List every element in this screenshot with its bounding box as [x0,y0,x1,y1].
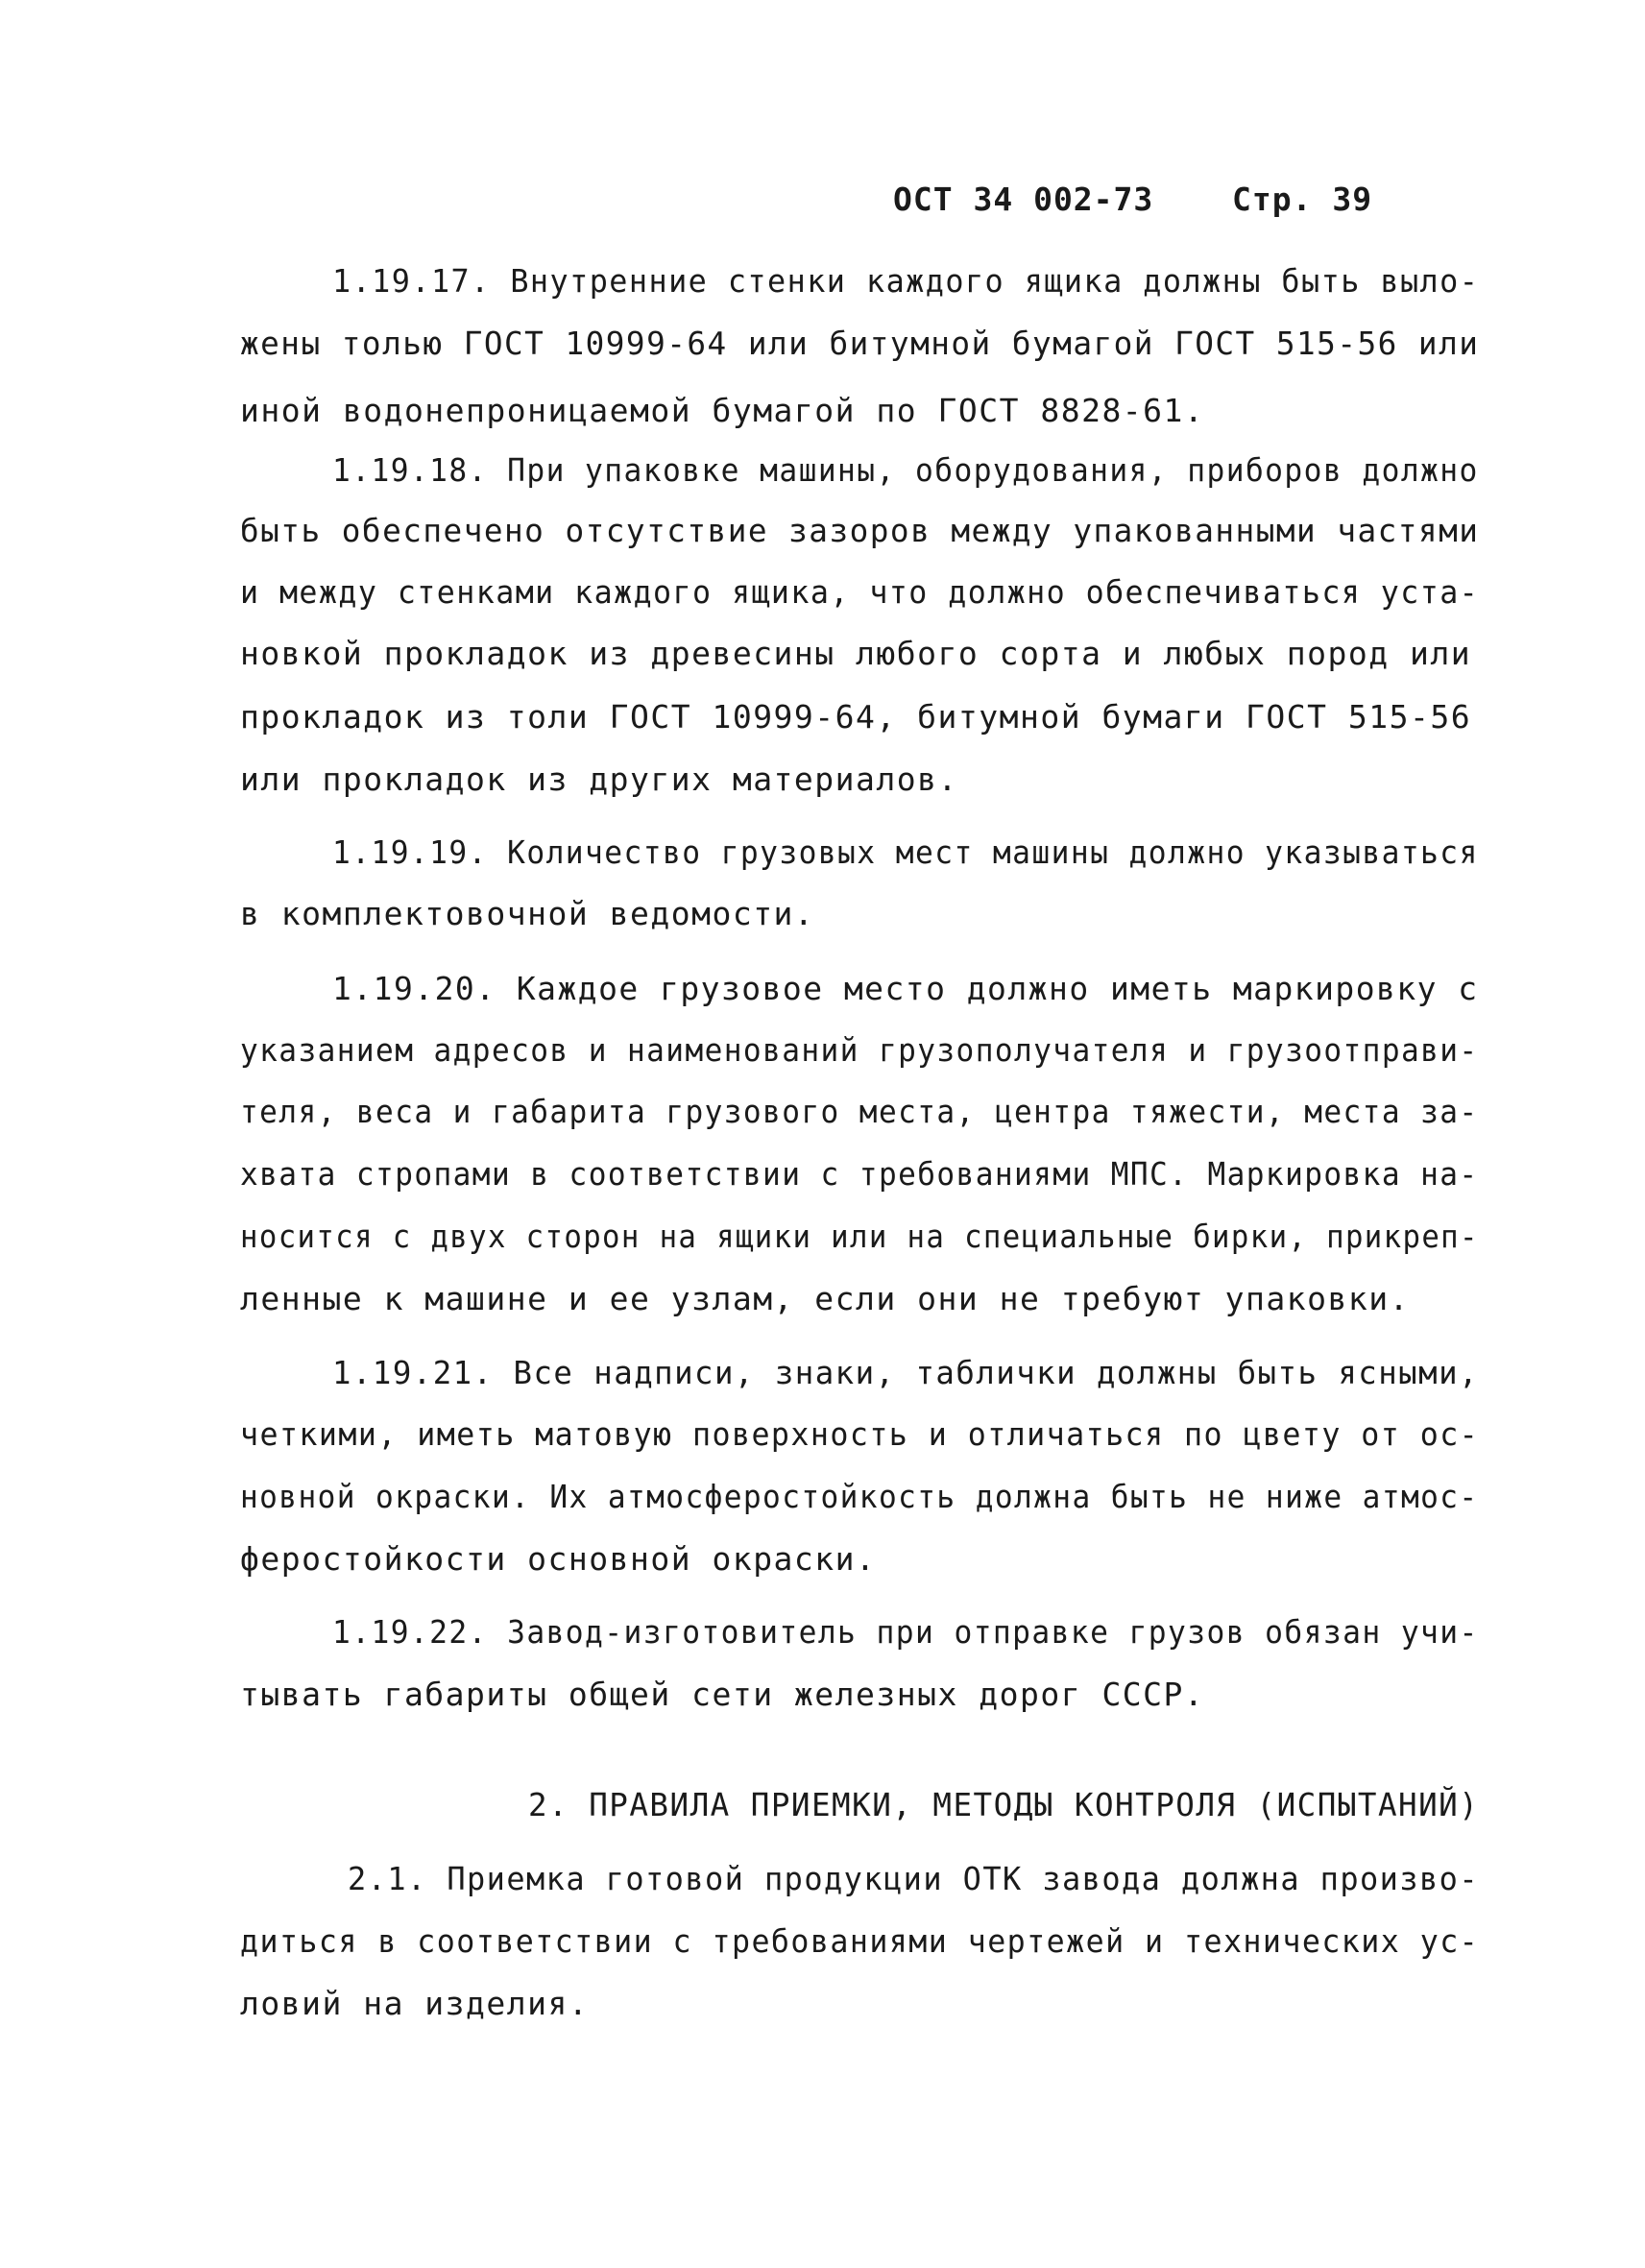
paragraph-1-19-22-line: 1.19.22. Завод-изготовитель при отправке грузов обязан учи- [332,1613,1479,1651]
paragraph-1-19-20-line: ленные к машине и ее узлам, если они не требуют упаковки. [240,1280,1410,1317]
paragraph-1-19-20-line: указанием адресов и наименований грузополучателя и грузоотправи- [240,1031,1479,1069]
paragraph-1-19-18-line: и между стенками каждого ящика, что должно обеспечиваться уста- [240,573,1480,611]
paragraph-1-19-17-line: 1.19.17. Внутренние стенки каждого ящика должны быть выло- [332,262,1480,300]
paragraph-1-19-18-line: новкой прокладок из древесины любого сорта и любых пород или [240,635,1472,672]
paragraph-2-1-line: диться в соответствии с требованиями чертежей и технических ус- [240,1922,1480,1960]
paragraph-1-19-21-line: новной окраски. Их атмосферостойкость должна быть не ниже атмос- [240,1478,1479,1515]
paragraph-1-19-20-line: теля, веса и габарита грузового места, центра тяжести, места за- [240,1093,1479,1130]
section-heading: 2. ПРАВИЛА ПРИЕМКИ, МЕТОДЫ КОНТРОЛЯ (ИСПЫТАНИЙ) [528,1786,1480,1823]
paragraph-1-19-19-line: 1.19.19. Количество грузовых мест машины должно указываться [332,833,1479,871]
paragraph-1-19-18-line: прокладок из толи ГОСТ 10999-64, битумной бумаги ГОСТ 515-56 [240,698,1472,736]
paragraph-1-19-21-line: феростойкости основной окраски. [240,1540,877,1578]
paragraph-1-19-20-line: носится с двух сторон на ящики или на специальные бирки, прикреп- [240,1218,1479,1255]
paragraph-1-19-20-line: хвата стропами в соответствии с требованиями МПС. Маркировка на- [240,1155,1479,1193]
paragraph-1-19-18-line: быть обеспечено отсутствие зазоров между упакованными частями [240,512,1480,549]
paragraph-1-19-17-line: иной водонепроницаемой бумагой по ГОСТ 8828-61. [240,392,1205,429]
document-code: ОСТ 34 002-73 [893,181,1154,218]
paragraph-1-19-17-line: жены толью ГОСТ 10999-64 или битумной бумагой ГОСТ 515-56 или [240,325,1480,362]
paragraph-2-1-line: ловий на изделия. [240,1985,590,2022]
paragraph-1-19-18-line: или прокладок из других материалов. [240,760,958,798]
page-header [0,181,1645,229]
paragraph-1-19-18-line: 1.19.18. При упаковке машины, оборудования, приборов должно [332,451,1479,489]
paragraph-1-19-21-line: 1.19.21. Все надписи, знаки, таблички должны быть ясными, [332,1354,1479,1391]
paragraph-1-19-21-line: четкими, иметь матовую поверхность и отличаться по цвету от ос- [240,1415,1480,1453]
paragraph-2-1-line: 2.1. Приемка готовой продукции ОТК завода должна произво- [348,1860,1480,1897]
paragraph-1-19-19-line: в комплектовочной ведомости. [240,895,815,932]
page-number: Стр. 39 [1232,181,1373,218]
paragraph-1-19-20-line: 1.19.20. Каждое грузовое место должно иметь маркировку с [332,970,1479,1007]
paragraph-1-19-22-line: тывать габариты общей сети железных дорог СССР. [240,1676,1205,1713]
